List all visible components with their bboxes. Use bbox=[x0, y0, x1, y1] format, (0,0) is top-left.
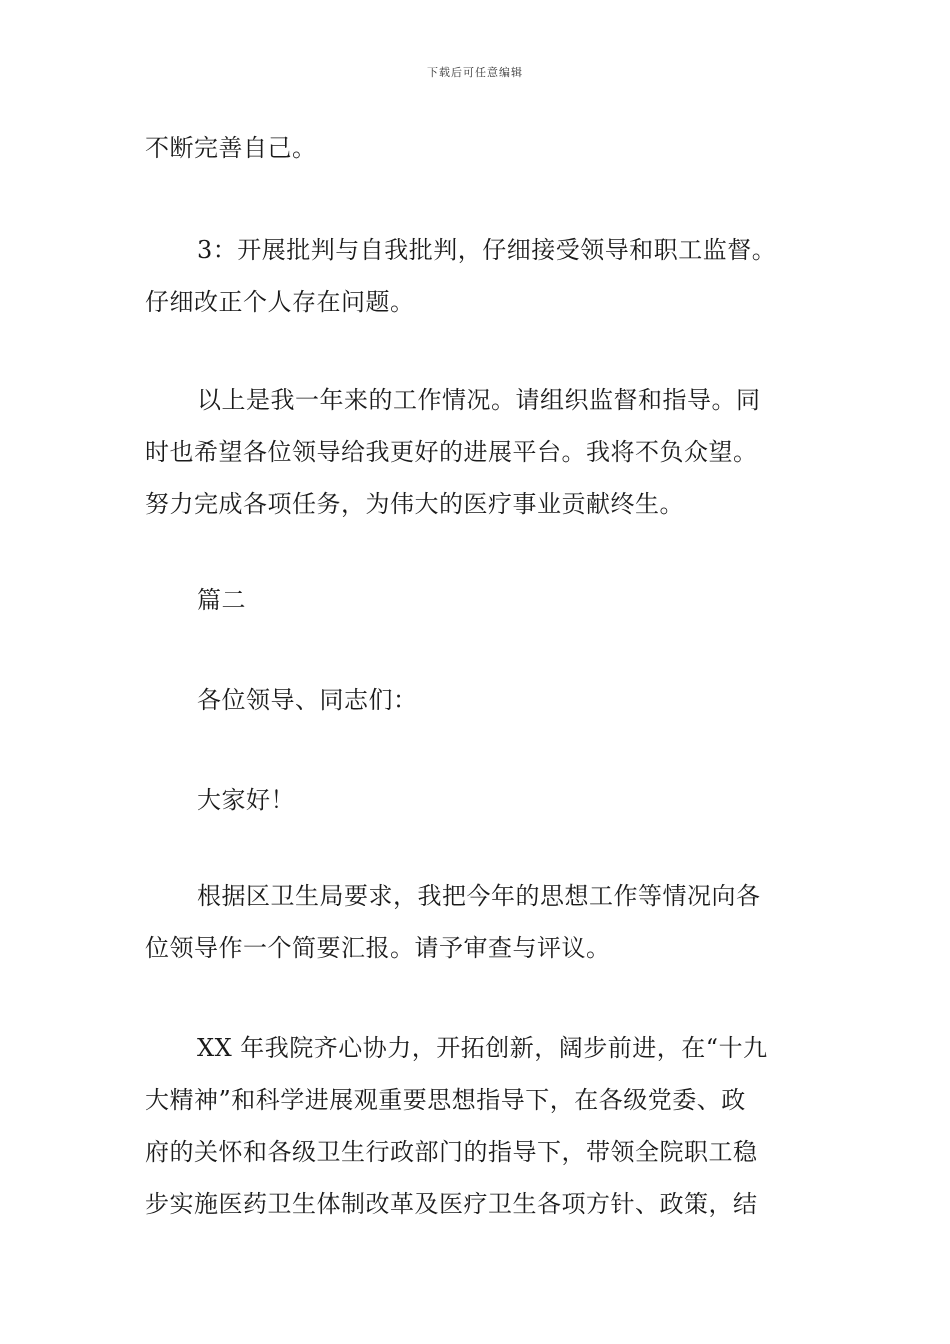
text-line: 根据区卫生局要求，我把今年的思想工作等情况向各 bbox=[197, 882, 761, 910]
text-line: 时也希望各位领导给我更好的进展平台。我将不负众望。 bbox=[145, 438, 758, 466]
text-line: 府的关怀和各级卫生行政部门的指导下，带领全院职工稳 bbox=[145, 1138, 758, 1166]
text-line: 仔细改正个人存在问题。 bbox=[145, 288, 415, 316]
text-line: 努力完成各项任务，为伟大的医疗事业贡献终生。 bbox=[145, 490, 684, 518]
salutation bbox=[145, 674, 810, 726]
paragraph-report-intro bbox=[145, 870, 810, 974]
text-line: 不断完善自己。 bbox=[145, 134, 317, 162]
text-line: 大家好！ bbox=[197, 786, 295, 814]
text-line: 位领导作一个简要汇报。请予审查与评议。 bbox=[145, 934, 611, 962]
text-line: 大精神”和科学进展观重要思想指导下，在各级党委、政 bbox=[145, 1086, 746, 1114]
section-heading bbox=[145, 574, 810, 626]
paragraph-continuation bbox=[145, 122, 810, 174]
text-line: 步实施医药卫生体制改革及医疗卫生各项方针、政策，结 bbox=[145, 1190, 758, 1218]
page-header: 下载后可任意编辑 bbox=[427, 66, 523, 79]
text-line: 3：开展批判与自我批判，仔细接受领导和职工监督。 bbox=[197, 236, 777, 264]
paragraph-annual-review bbox=[145, 1022, 810, 1230]
text-line: XX 年我院齐心协力，开拓创新，阔步前进，在“十九 bbox=[197, 1034, 768, 1062]
text-line: 篇二 bbox=[197, 586, 246, 614]
paragraph-item-3 bbox=[145, 224, 810, 328]
text-line: 以上是我一年来的工作情况。请组织监督和指导。同 bbox=[197, 386, 761, 414]
paragraph-summary bbox=[145, 374, 810, 530]
text-line: 各位领导、同志们： bbox=[197, 686, 418, 714]
greeting bbox=[145, 774, 810, 826]
